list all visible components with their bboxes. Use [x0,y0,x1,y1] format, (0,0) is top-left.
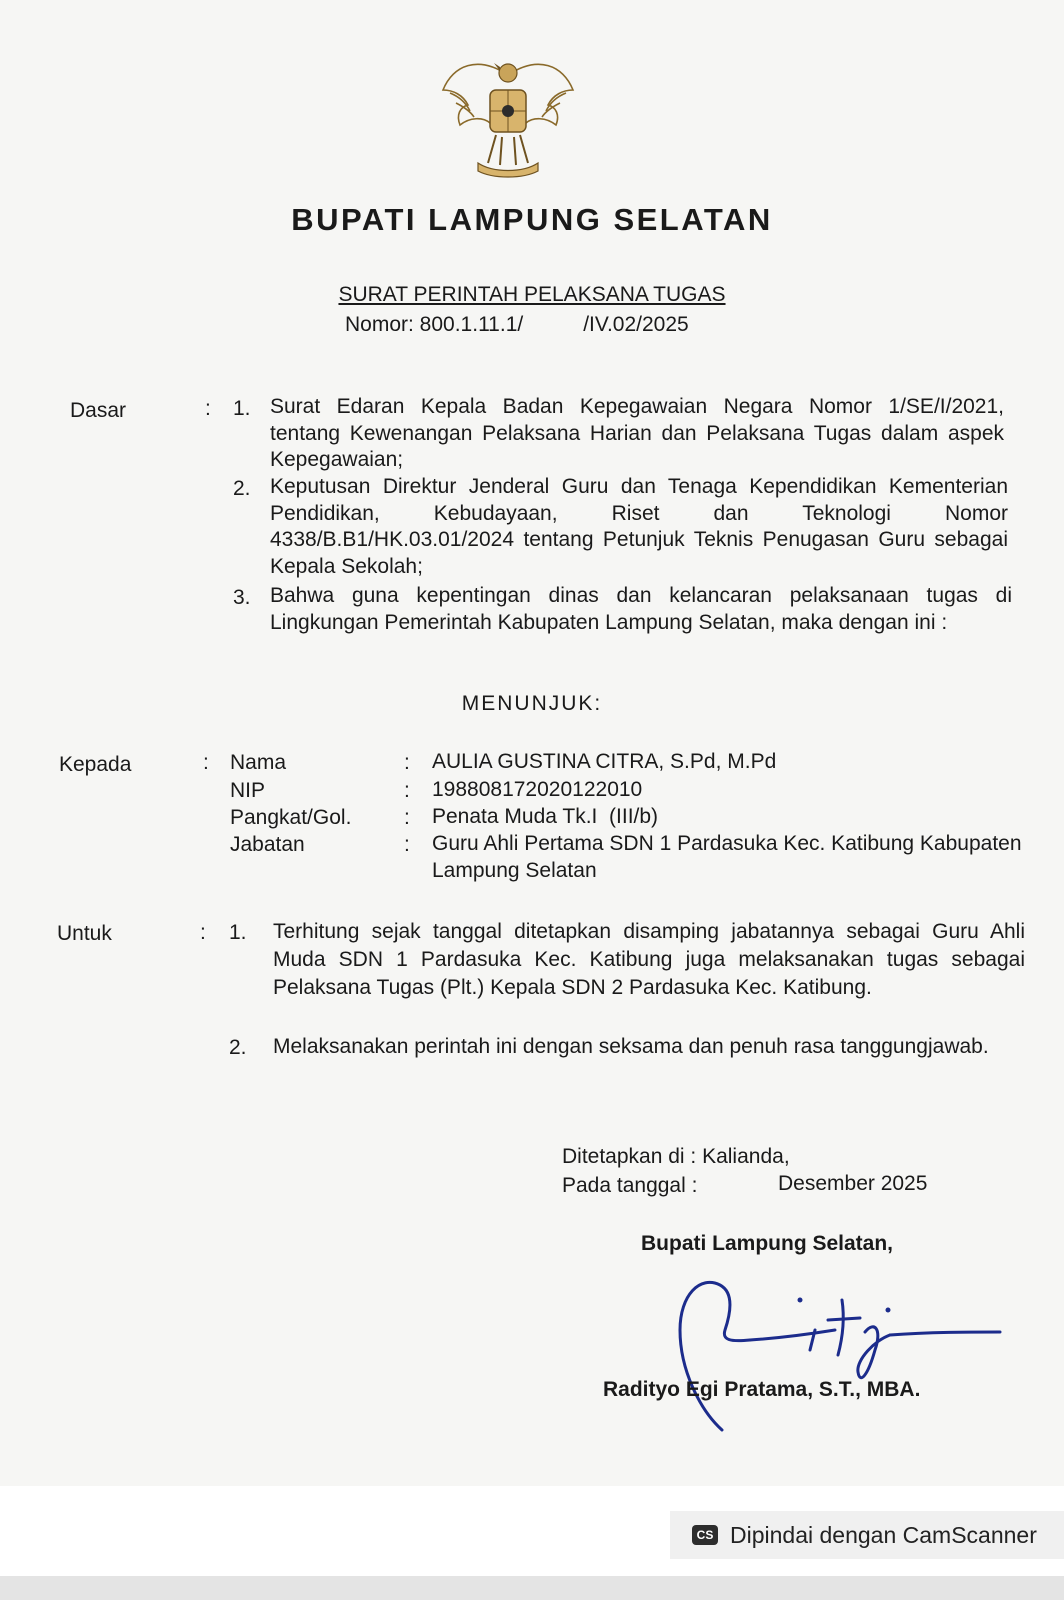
field-value-pangkat: Penata Muda Tk.I (III/b) [432,805,659,828]
letterhead-heading: BUPATI LAMPUNG SELATAN [291,202,773,237]
field-label-pangkat: Pangkat/Gol. [230,806,352,829]
field-label-nama: Nama [230,751,287,774]
untuk-item-text: Terhitung sejak tanggal ditetapkan disamping jabatannya sebagai Guru Ahli Muda SDN 1 Pardasuka Kec. Katibung juga melaksanakan tugas sebagai Pelaksana Tugas (Plt.) Kepala SDN 2 Pardasuka Kec. Katibung. [273,920,1025,999]
dasar-item-text: Bahwa guna kepentingan dinas dan kelancaran pelaksanaan tugas di Lingkungan Pemerintah Kabupaten Lampung Selatan, maka dengan ini : [270,584,1012,634]
garuda-emblem-icon [438,45,578,185]
kepada-label: Kepada [59,753,132,776]
dasar-item-number: 2. [233,477,251,500]
dasar-item-text: Surat Edaran Kepala Badan Kepegawaian Negara Nomor 1/SE/I/2021, tentang Kewenangan Pelaksana Harian dan Pelaksana Tugas dalam aspek Kepegawaian; [270,395,1004,471]
signer-name: Radityo Egi Pratama, S.T., MBA. [603,1378,921,1401]
field-label-jabatan: Jabatan [230,833,305,856]
field-value-nip: 198808172020122010 [432,778,643,801]
untuk-colon: : [200,921,206,944]
untuk-item-number: 1. [229,921,247,944]
field-label-nip: NIP [230,779,266,802]
signature-icon [660,1260,1010,1440]
camscanner-badge [670,1511,1064,1559]
field-colon: : [404,779,410,802]
field-colon: : [404,833,410,856]
untuk-label: Untuk [57,922,112,945]
dasar-item-text: Keputusan Direktur Jenderal Guru dan Tenaga Kependidikan Kementerian Pendidikan, Kebudayaan, Riset dan Teknologi Nomor 4338/B.B1/HK.03.01/2024 tentang Petunjuk Teknis Penugasan Guru sebagai Kepala Sekolah; [270,475,1008,578]
date-value: Desember 2025 [778,1172,928,1195]
document-number-suffix: /IV.02/2025 [583,313,689,336]
date-label: Pada tanggal : [562,1174,698,1197]
untuk-item-number: 2. [229,1036,247,1059]
field-value-jabatan: Guru Ahli Pertama SDN 1 Pardasuka Kec. Katibung Kabupaten Lampung Selatan [432,832,1022,882]
document-number [345,313,689,337]
document-number-prefix: Nomor: 800.1.11.1/ [345,313,524,336]
dasar-label: Dasar [70,399,127,422]
camscanner-icon: CS [692,1525,718,1545]
menunjuk-heading: MENUNJUK: [461,692,603,715]
place-of-issue: Ditetapkan di : Kalianda, [562,1145,790,1168]
untuk-item-text: Melaksanakan perintah ini dengan seksama dan penuh rasa tanggungjawab. [273,1035,989,1058]
dasar-item-number: 1. [233,397,251,420]
field-value-nama: AULIA GUSTINA CITRA, S.Pd, M.Pd [432,750,777,773]
bottom-gray-strip [0,1576,1064,1600]
field-colon: : [404,751,410,774]
field-colon: : [404,806,410,829]
document-title: SURAT PERINTAH PELAKSANA TUGAS [338,283,726,306]
dasar-colon: : [205,397,211,420]
kepada-colon: : [203,751,209,774]
dasar-item-number: 3. [233,586,251,609]
signatory-title: Bupati Lampung Selatan, [641,1232,894,1255]
camscanner-text: Dipindai dengan CamScanner [730,1521,1037,1548]
